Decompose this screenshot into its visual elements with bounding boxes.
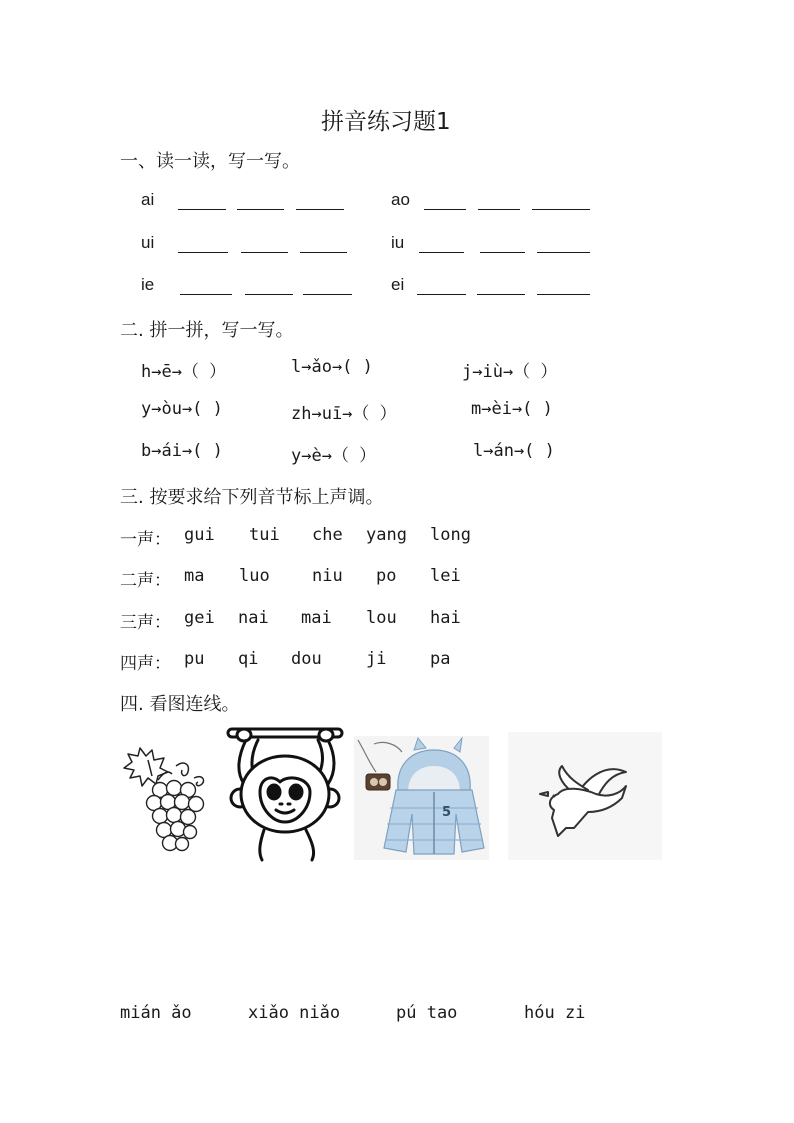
syllable[interactable]: che <box>312 525 343 545</box>
tone-label: 三声： <box>120 613 171 633</box>
syllable[interactable]: yang <box>366 525 407 545</box>
write-blank[interactable] <box>178 252 228 253</box>
syllable[interactable]: ji <box>366 649 387 669</box>
syllable[interactable]: gui <box>184 525 215 545</box>
grapes-icon[interactable] <box>118 742 214 860</box>
spell-exercise[interactable]: zh→uī→（ ） <box>291 404 397 424</box>
write-blank[interactable] <box>178 209 226 210</box>
syllable[interactable]: dou <box>291 649 322 669</box>
write-blank[interactable] <box>241 252 288 253</box>
write-blank[interactable] <box>419 252 464 253</box>
syllable[interactable]: mai <box>301 608 332 628</box>
padded-jacket-icon[interactable] <box>354 736 489 860</box>
write-blank[interactable] <box>180 294 232 295</box>
write-blank[interactable] <box>296 209 344 210</box>
tone-label: 四声： <box>120 654 171 674</box>
tone-label: 一声： <box>120 530 171 550</box>
page-title: 拼音练习题1 <box>321 109 451 135</box>
write-blank[interactable] <box>245 294 293 295</box>
write-blank[interactable] <box>417 294 466 295</box>
spell-exercise[interactable]: h→ē→（ ） <box>141 362 227 382</box>
write-blank[interactable] <box>537 252 590 253</box>
section3-heading: 三. 按要求给下列音节标上声调。 <box>120 487 384 508</box>
syllable[interactable]: long <box>430 525 471 545</box>
write-blank[interactable] <box>478 209 520 210</box>
write-blank[interactable] <box>477 294 525 295</box>
syllable[interactable]: pu <box>184 649 205 669</box>
match-word[interactable]: hóu zi <box>524 1003 586 1023</box>
tone-label: 二声： <box>120 571 171 591</box>
match-word[interactable]: xiǎo niǎo <box>248 1003 341 1023</box>
write-blank[interactable] <box>303 294 352 295</box>
syllable[interactable]: ma <box>184 566 205 586</box>
spell-exercise[interactable]: l→án→( ) <box>473 441 555 461</box>
match-word[interactable]: pú tao <box>396 1003 458 1023</box>
pinyin-label-ie: ie <box>141 275 155 294</box>
syllable[interactable]: nai <box>238 608 269 628</box>
syllable[interactable]: hai <box>430 608 461 628</box>
write-blank[interactable] <box>300 252 347 253</box>
pinyin-label-ei: ei <box>391 275 405 294</box>
monkey-icon[interactable] <box>224 722 346 862</box>
pinyin-label-iu: iu <box>391 233 405 252</box>
spell-exercise[interactable]: l→ǎo→( ) <box>291 357 373 377</box>
syllable[interactable]: lou <box>366 608 397 628</box>
syllable[interactable]: pa <box>430 649 451 669</box>
match-word[interactable]: mián ǎo <box>120 1003 192 1023</box>
syllable[interactable]: lei <box>430 566 461 586</box>
spell-exercise[interactable]: b→ái→( ) <box>141 441 223 461</box>
pinyin-label-ai: ai <box>141 190 155 209</box>
write-blank[interactable] <box>237 209 284 210</box>
spell-exercise[interactable]: m→èi→( ) <box>471 399 553 419</box>
section1-heading: 一、读一读，写一写。 <box>120 151 300 172</box>
pinyin-label-ui: ui <box>141 233 155 252</box>
write-blank[interactable] <box>480 252 525 253</box>
write-blank[interactable] <box>532 209 590 210</box>
syllable[interactable]: tui <box>249 525 280 545</box>
syllable[interactable]: gei <box>184 608 215 628</box>
section2-heading: 二. 拼一拼，写一写。 <box>120 320 294 341</box>
syllable[interactable]: niu <box>312 566 343 586</box>
syllable[interactable]: luo <box>239 566 270 586</box>
spell-exercise[interactable]: y→è→（ ） <box>291 446 377 466</box>
syllable[interactable]: po <box>376 566 397 586</box>
write-blank[interactable] <box>537 294 590 295</box>
spell-exercise[interactable]: y→òu→( ) <box>141 399 223 419</box>
pinyin-label-ao: ao <box>391 190 410 209</box>
bird-icon[interactable] <box>508 732 662 860</box>
write-blank[interactable] <box>424 209 466 210</box>
jacket-number: 5 <box>442 805 452 820</box>
syllable[interactable]: qi <box>238 649 259 669</box>
section4-heading: 四. 看图连线。 <box>120 694 240 715</box>
spell-exercise[interactable]: j→iù→（ ） <box>462 362 558 382</box>
